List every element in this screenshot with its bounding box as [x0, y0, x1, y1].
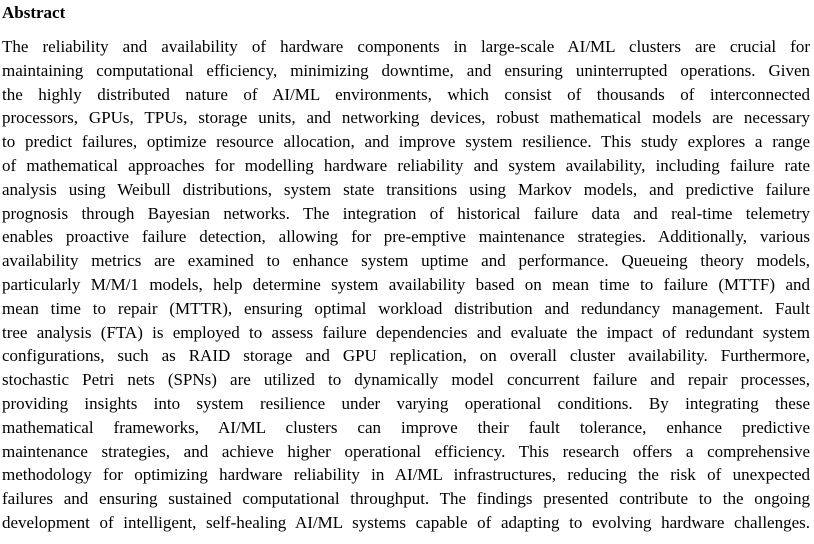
- abstract-line: of mathematical approaches for modelling hardware reliability and system availability, including failure rate: [2, 155, 810, 175]
- abstract-body: [2, 35, 810, 535]
- abstract-line: mathematical frameworks, AI/ML clusters can improve their fault tolerance, enhance predictive: [2, 417, 810, 437]
- abstract-line: The reliability and availability of hardware components in large-scale AI/ML clusters are crucial for: [2, 37, 810, 56]
- abstract-line: analysis using Weibull distributions, system state transitions using Markov models, and predictive failure: [2, 179, 810, 199]
- abstract-line: methodology for optimizing hardware reliability in AI/ML infrastructures, reducing the risk of unexpected: [2, 465, 810, 485]
- abstract-line: tree analysis (FTA) is employed to assess failure dependencies and evaluate the impact of redundant system: [2, 322, 810, 342]
- abstract-line: configurations, such as RAID storage and GPU replication, on overall cluster availability. Furthermore,: [2, 346, 810, 366]
- abstract-line: prognosis through Bayesian networks. The integration of historical failure data and real-time telemetry: [2, 203, 810, 223]
- abstract-line: enables proactive failure detection, allowing for pre-emptive maintenance strategies. Additionally, various: [2, 227, 810, 247]
- abstract-line: particularly M/M/1 models, help determine system availability based on mean time to failure (MTTF) and: [2, 274, 810, 294]
- abstract-line: stochastic Petri nets (SPNs) are utilized to dynamically model concurrent failure and repair processes,: [2, 370, 810, 390]
- abstract-line: providing insights into system resilience under varying operational conditions. By integrating these: [2, 393, 810, 413]
- abstract-line: the highly distributed nature of AI/ML environments, which consist of thousands of interconnected: [2, 84, 810, 104]
- abstract-section: [2, 0, 810, 535]
- abstract-line: mean time to repair (MTTR), ensuring optimal workload distribution and redundancy management. Fault: [2, 298, 810, 318]
- abstract-line: maintaining computational efficiency, minimizing downtime, and ensuring uninterrupted operations. Given: [2, 60, 810, 80]
- abstract-line: development of intelligent, self-healing AI/ML systems capable of adapting to evolving hardware challenges.: [2, 512, 810, 532]
- abstract-line: to predict failures, optimize resource allocation, and improve system resilience. This study explores a range: [2, 132, 810, 152]
- abstract-line: processors, GPUs, TPUs, storage units, and networking devices, robust mathematical models are necessary: [2, 108, 810, 128]
- abstract-line: availability metrics are examined to enhance system uptime and performance. Queueing theory models,: [2, 251, 810, 271]
- abstract-line: failures and ensuring sustained computational throughput. The findings presented contribute to the ongoing: [2, 489, 810, 509]
- abstract-heading: Abstract: [2, 3, 66, 22]
- abstract-line: maintenance strategies, and achieve higher operational efficiency. This research offers a comprehensive: [2, 441, 810, 461]
